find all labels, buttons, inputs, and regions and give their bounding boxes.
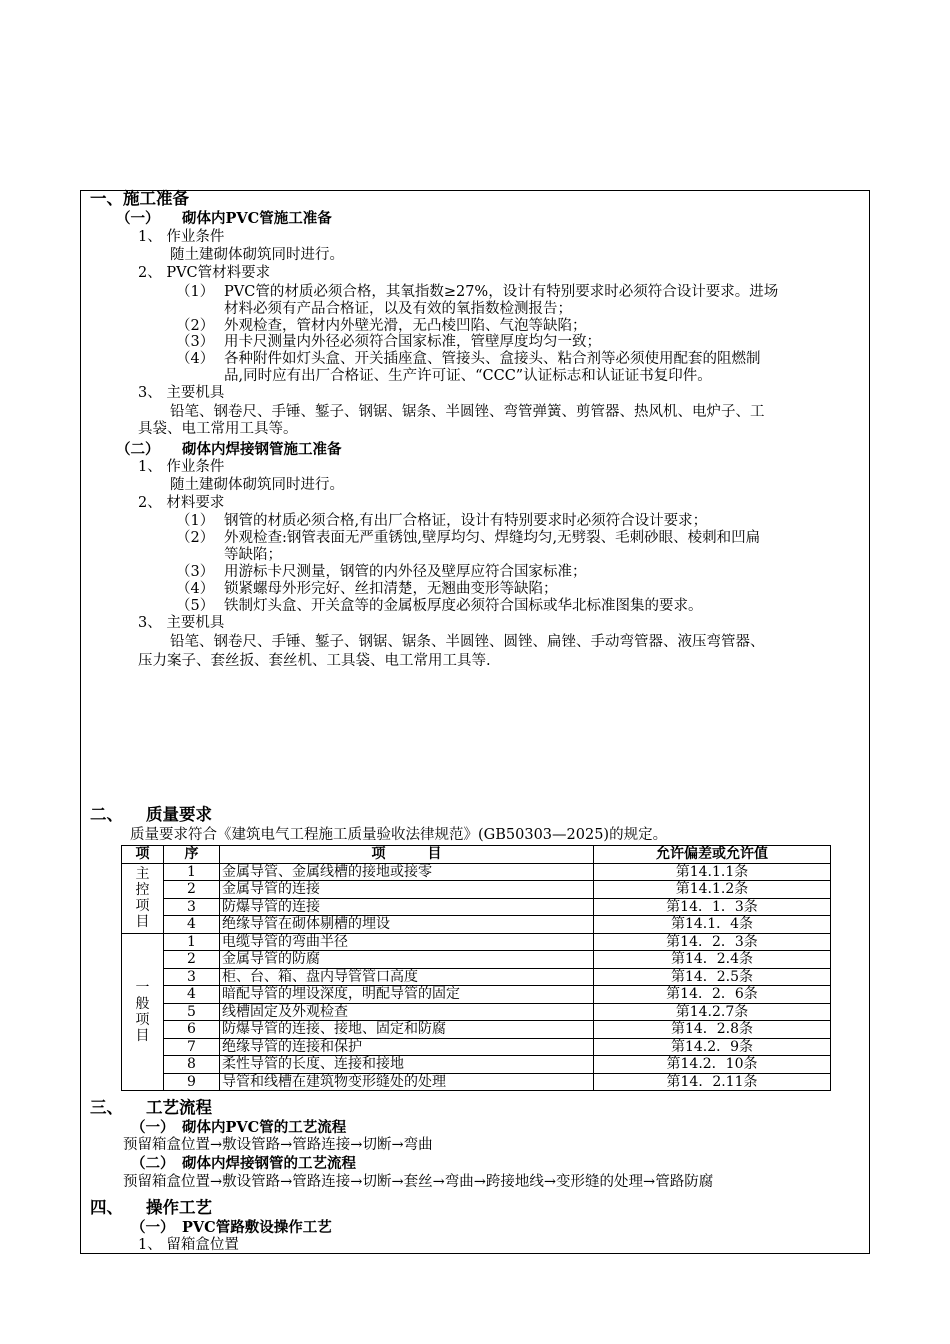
list-number: （2） <box>176 318 215 334</box>
list-number: （3） <box>176 334 215 350</box>
table-row <box>122 1021 831 1039</box>
section-4-title: 操作工艺 <box>146 1198 212 1217</box>
row-seq: 3 <box>164 968 220 986</box>
list-text: PVC管的材质必须合格，其氧指数≥27%，设计有特别要求时必须符合设计要求。进场 <box>224 284 779 300</box>
table-row <box>122 898 831 916</box>
table-header-row <box>122 846 831 864</box>
table-row <box>122 863 831 881</box>
sec3-sub1-flow: 预留箱盒位置→敷设管路→管路连接→切断→弯曲 <box>123 1137 433 1153</box>
list-text: 品,同时应有出厂合格证、生产许可证、“CCC”认证标志和认证证书复印件。 <box>224 368 712 384</box>
row-allowance: 第14．2.5条 <box>594 968 831 986</box>
row-seq: 2 <box>164 881 220 899</box>
sub2-item1-label: 1、 作业条件 <box>138 459 225 475</box>
sec3-sub2-flow: 预留箱盒位置→敷设管路→管路连接→切断→套丝→弯曲→跨接地线→变形缝的处理→管路防腐 <box>123 1174 714 1190</box>
sub1-item1-label: 1、 作业条件 <box>138 229 225 245</box>
row-allowance: 第14.2．9条 <box>594 1038 831 1056</box>
sub1-item3-label: 3、 主要机具 <box>138 385 225 401</box>
sub1-item1-text: 随土建砌体砌筑同时进行。 <box>170 247 344 263</box>
quality-table <box>121 845 831 1091</box>
sub2-item3-label: 3、 主要机具 <box>138 615 225 631</box>
row-allowance: 第14．2.4条 <box>594 951 831 969</box>
row-item: 电缆导管的弯曲半径 <box>220 933 594 951</box>
sec4-sub1-title: PVC管路敷设操作工艺 <box>182 1219 332 1236</box>
row-seq: 1 <box>164 863 220 881</box>
sub1-number: （一） <box>116 210 160 227</box>
row-seq: 6 <box>164 1021 220 1039</box>
category-general: 一 般 项 目 <box>122 933 164 1091</box>
list-text: 外观检查，管材内外壁光滑，无凸棱凹陷、气泡等缺陷； <box>224 318 587 334</box>
sec3-sub2-number: （二） <box>131 1155 175 1172</box>
row-seq: 2 <box>164 951 220 969</box>
sub1-title: 砌体内PVC管施工准备 <box>182 210 332 227</box>
sub2-item3-line: 压力案子、套丝扳、套丝机、工具袋、电工常用工具等. <box>138 653 491 669</box>
list-number: （5） <box>176 598 215 614</box>
sub2-title: 砌体内焊接钢管施工准备 <box>182 441 342 458</box>
row-seq: 3 <box>164 898 220 916</box>
header-item: 项 目 <box>220 846 594 864</box>
table-row <box>122 916 831 934</box>
sub2-item3-line: 铅笔、钢卷尺、手锤、錾子、钢锯、锯条、半圆锉、圆锉、扁锉、手动弯管器、液压弯管器、 <box>170 634 765 650</box>
row-allowance: 第14．2．3条 <box>594 933 831 951</box>
sub1-item3-line: 铅笔、钢卷尺、手锤、錾子、钢锯、锯条、半圆锉、弯管弹簧、剪管器、热风机、电炉子、工 <box>170 404 765 420</box>
header-seq: 序 <box>164 846 220 864</box>
list-number: （2） <box>176 530 215 546</box>
row-allowance: 第14．2．6条 <box>594 986 831 1004</box>
row-item: 暗配导管的埋设深度，明配导管的固定 <box>220 986 594 1004</box>
section-1-title: 一、施工准备 <box>90 189 189 208</box>
list-number: （1） <box>176 513 215 529</box>
table-row <box>122 933 831 951</box>
row-allowance: 第14．2.8条 <box>594 1021 831 1039</box>
header-allowance: 允许偏差或允许值 <box>594 846 831 864</box>
row-item: 防爆导管的连接、接地、固定和防腐 <box>220 1021 594 1039</box>
row-allowance: 第14.1.2条 <box>594 881 831 899</box>
section-3-number: 三、 <box>90 1098 123 1117</box>
row-item: 金属导管、金属线槽的接地或接零 <box>220 863 594 881</box>
row-item: 导管和线槽在建筑物变形缝处的处理 <box>220 1073 594 1091</box>
list-text: 用游标卡尺测量，钢管的内外径及壁厚应符合国家标准； <box>224 564 587 580</box>
row-allowance: 第14.1．4条 <box>594 916 831 934</box>
section-2-intro: 质量要求符合《建筑电气工程施工质量验收法律规范》(GB50303—2025)的规定。 <box>130 827 668 843</box>
sec4-sub1-number: （一） <box>131 1219 175 1236</box>
list-text: 铁制灯头盒、开关盒等的金属板厚度必须符合国标或华北标准图集的要求。 <box>224 598 703 614</box>
header-category: 项 <box>122 846 164 864</box>
sec4-item1: 1、 留箱盒位置 <box>138 1237 239 1253</box>
section-2-title: 质量要求 <box>146 805 212 824</box>
table-row <box>122 1038 831 1056</box>
table-row <box>122 1073 831 1091</box>
list-text: 用卡尺测量内外径必须符合国家标准，管壁厚度均匀一致； <box>224 334 601 350</box>
list-number: （4） <box>176 351 215 367</box>
row-item: 绝缘导管的连接和保护 <box>220 1038 594 1056</box>
category-main-control: 主 控 项 目 <box>122 863 164 933</box>
section-3-title: 工艺流程 <box>146 1098 212 1117</box>
row-seq: 4 <box>164 986 220 1004</box>
table-row <box>122 968 831 986</box>
row-item: 防爆导管的连接 <box>220 898 594 916</box>
sub2-item1-text: 随土建砌体砌筑同时进行。 <box>170 477 344 493</box>
list-text: 钢管的材质必须合格,有出厂合格证，设计有特别要求时必须符合设计要求； <box>224 513 708 529</box>
table-row <box>122 986 831 1004</box>
row-allowance: 第14.2.7条 <box>594 1003 831 1021</box>
section-4-number: 四、 <box>90 1198 123 1217</box>
row-item: 金属导管的防腐 <box>220 951 594 969</box>
list-number: （4） <box>176 581 215 597</box>
row-item: 柜、台、箱、盘内导管管口高度 <box>220 968 594 986</box>
row-seq: 5 <box>164 1003 220 1021</box>
sub1-item2-label: 2、 PVC管材料要求 <box>138 265 271 281</box>
list-text: 等缺陷； <box>224 547 282 563</box>
table-row <box>122 881 831 899</box>
row-seq: 1 <box>164 933 220 951</box>
sec3-sub1-number: （一） <box>131 1119 175 1136</box>
section-2-number: 二、 <box>90 805 123 824</box>
table-row <box>122 1003 831 1021</box>
row-allowance: 第14．2.11条 <box>594 1073 831 1091</box>
list-number: （3） <box>176 564 215 580</box>
row-seq: 8 <box>164 1056 220 1074</box>
sub2-number: （二） <box>116 441 160 458</box>
table-row <box>122 951 831 969</box>
row-allowance: 第14．1．3条 <box>594 898 831 916</box>
row-seq: 4 <box>164 916 220 934</box>
sec3-sub1-title: 砌体内PVC管的工艺流程 <box>182 1119 347 1136</box>
table-row <box>122 1056 831 1074</box>
row-item: 线槽固定及外观检查 <box>220 1003 594 1021</box>
list-text: 各种附件如灯头盒、开关插座盒、管接头、盒接头、粘合剂等必须使用配套的阻燃制 <box>224 351 761 367</box>
sec3-sub2-title: 砌体内焊接钢管的工艺流程 <box>182 1155 356 1172</box>
row-item: 柔性导管的长度、连接和接地 <box>220 1056 594 1074</box>
row-seq: 9 <box>164 1073 220 1091</box>
sub2-item2-label: 2、 材料要求 <box>138 495 225 511</box>
list-text: 材料必须有产品合格证，以及有效的氧指数检测报告； <box>224 301 572 317</box>
sub1-item3-line: 具袋、电工常用工具等。 <box>138 421 298 437</box>
row-seq: 7 <box>164 1038 220 1056</box>
list-text: 锁紧螺母外形完好、丝扣清楚，无翘曲变形等缺陷； <box>224 581 558 597</box>
row-allowance: 第14.2．10条 <box>594 1056 831 1074</box>
row-item: 绝缘导管在砌体剔槽的埋设 <box>220 916 594 934</box>
row-item: 金属导管的连接 <box>220 881 594 899</box>
row-allowance: 第14.1.1条 <box>594 863 831 881</box>
list-text: 外观检查:钢管表面无严重锈蚀,壁厚均匀、焊缝均匀,无劈裂、毛刺砂眼、棱刺和凹扁 <box>224 530 761 546</box>
list-number: （1） <box>176 284 215 300</box>
